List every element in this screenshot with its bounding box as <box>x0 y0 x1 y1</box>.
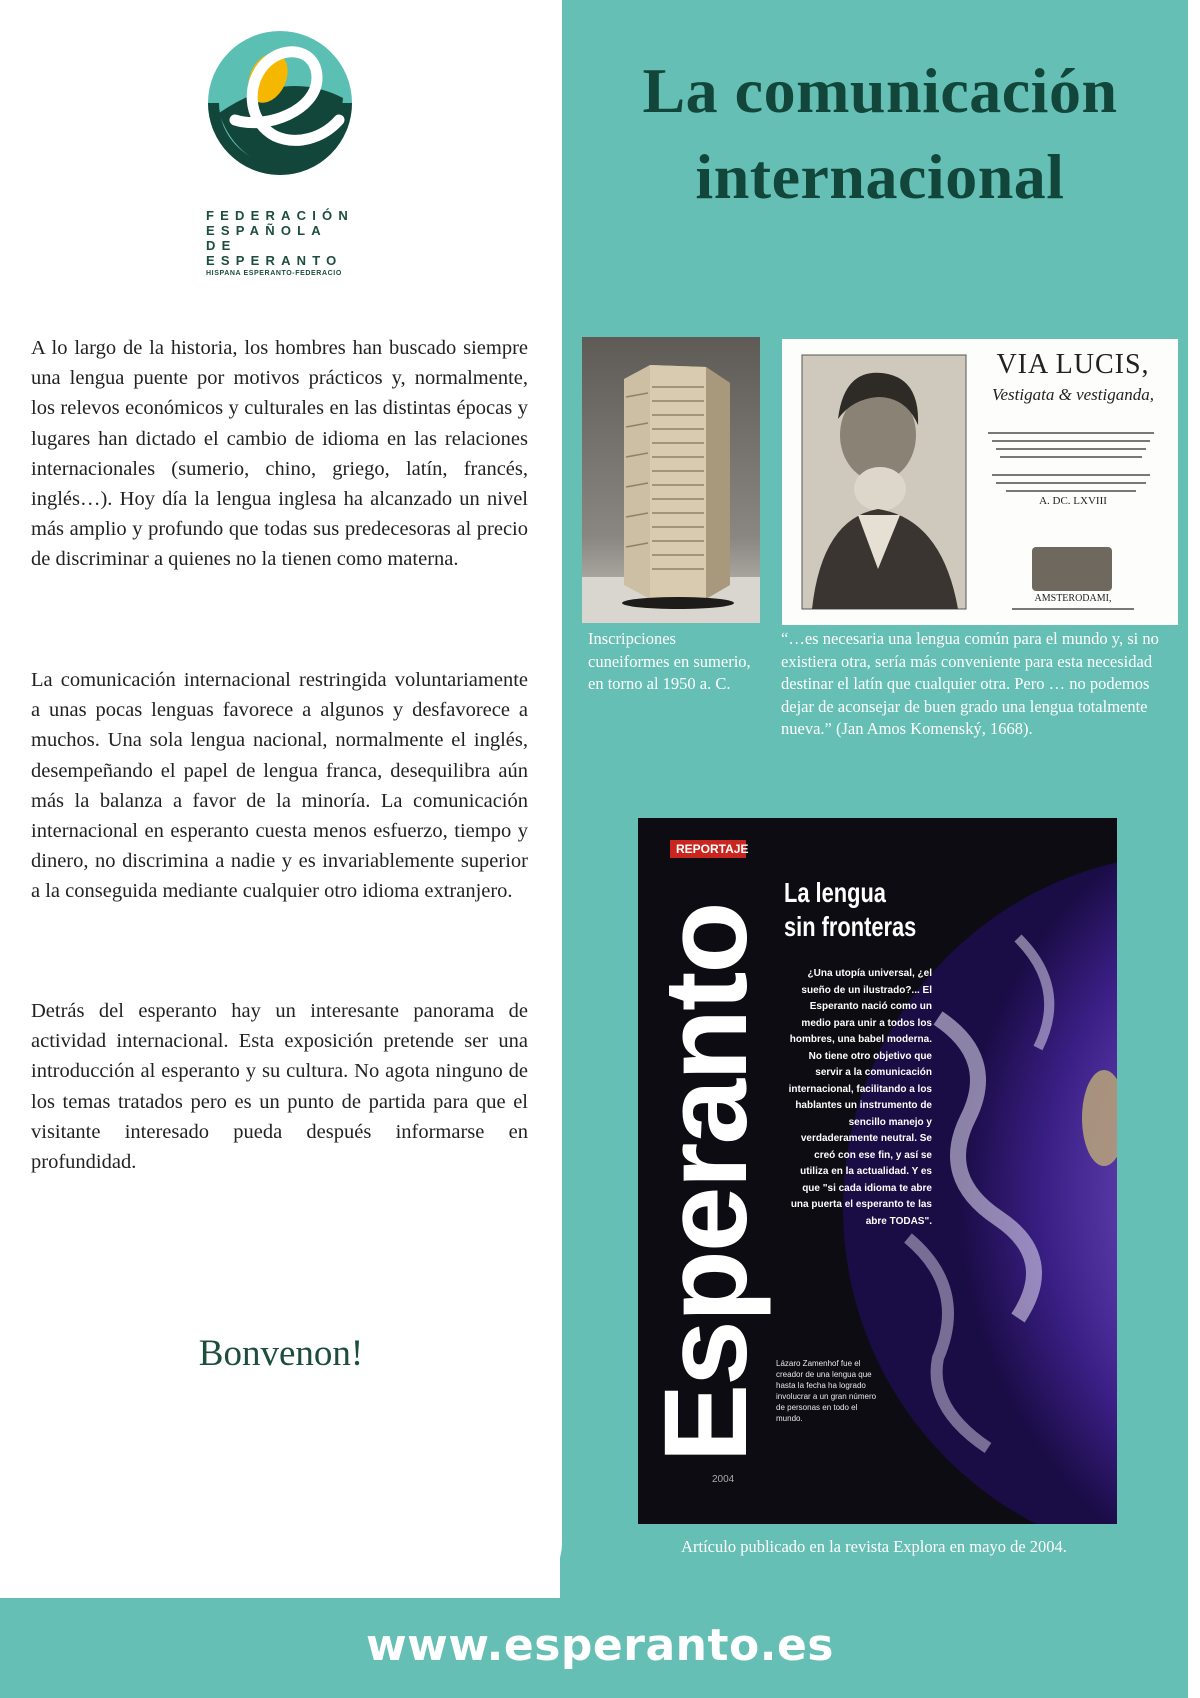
page-title <box>585 48 1175 220</box>
paragraph-intro: A lo largo de la historia, los hombres han buscado siempre una lengua puente por motivos prácticos y, normalmente, los relevos económicos y culturales en las distintas épocas y lugares han dictado el cambio de idioma en las relaciones internacionales (sumerio, chino, griego, latín, francés, inglés…). Hoy día la lengua inglesa ha alcanzado un nivel más amplio y profundo que todas sus predecesoras al precio de discriminar a quienes no la tienen como materna. <box>31 337 528 571</box>
book-place: AMSTERODAMI, <box>1034 593 1112 604</box>
book-year: A. DC. LXVIII <box>1039 495 1107 507</box>
komensky-portrait-icon <box>782 339 1178 625</box>
headline-line-2: sin fronteras <box>784 911 917 942</box>
cuneiform-prism-icon <box>582 337 760 623</box>
title-line-1: La comunicación <box>642 55 1118 126</box>
org-line-1: FEDERACIÓN <box>206 208 354 223</box>
magazine-body: Lázaro Zamenhof fue el creador de una lengua que hasta la fecha ha logrado involucrar a un gran número de personas en todo el mundo. <box>776 1359 877 1423</box>
greeting: Bonvenon! <box>198 1333 364 1374</box>
website-link[interactable]: www.esperanto.es <box>366 1620 834 1671</box>
caption-komensky-quote: “…es necesaria una lengua común para el mundo y, si no existiera otra, sería más conveniente para esta necesidad destinar el latín que cualquier otra. Pero … no podemos dejar de aconsejar de buen grado una lengua totalmente nueva.” (Jan Amos Komenský, 1668). <box>781 629 1159 738</box>
via-lucis-image <box>782 339 1178 625</box>
caption-cuneiform: Inscripciones cuneiformes en sumerio, en torno al 1950 a. C. <box>588 629 751 693</box>
magazine-headline <box>784 876 916 944</box>
organization-name <box>206 208 366 280</box>
paragraph-communication: La comunicación internacional restringida voluntariamente a unas pocas lenguas favorece a algunos y desfavorece a muchos. Una sola lengua nacional, normalmente el inglés, desempeñando el papel de lengua franca, desequilibra aún más la balanza a favor de la minoría. La comunicación internacional en esperanto cuesta menos esfuerzo, tiempo y dinero, no discrimina a nadie y es invariablemente superior a la conseguida mediante cualquier otro idioma extranjero. <box>31 669 528 903</box>
magazine-intro: ¿Una utopía universal, ¿el sueño de un ilustrado?... El Esperanto nació como un medio para unir a todos los hombres, una babel moderna. No tiene otro objetivo que servir a la comunicación internacional, facilitando a los hablantes un instrumento de sencillo manejo y verdaderamente neutral. Se creó con ese fin, y así se utiliza en la actualidad. Y es que "si cada idioma te abre una puerta el esperanto te las abre TODAS". <box>788 968 932 1227</box>
caption-magazine: Artículo publicado en la revista Explora en mayo de 2004. <box>681 1537 1067 1556</box>
title-line-2: internacional <box>695 141 1065 212</box>
org-line-4: HISPANA ESPERANTO-FEDERACIO <box>206 270 342 277</box>
right-margin <box>1188 0 1200 1698</box>
headline-line-1: La lengua <box>784 877 886 908</box>
paragraph-exhibition: Detrás del esperanto hay un interesante panorama de actividad internacional. Esta exposición pretende ser una introducción al esperanto y su cultura. No agota ninguno de los temas tratados pero es un punto de partida para que el visitante interesado pueda después informarse en profundidad. <box>31 1000 528 1174</box>
magazine-section-tag: REPORTAJE <box>676 842 749 856</box>
org-line-3: DE ESPERANTO <box>206 238 343 268</box>
magazine-article-image <box>638 818 1117 1524</box>
esperanto-logo-icon <box>205 28 355 178</box>
org-line-2: ESPAÑOLA <box>206 223 327 238</box>
magazine-year-mark: 2004 <box>712 1474 735 1485</box>
cuneiform-tablet-image <box>582 337 760 623</box>
book-title: VIA LUCIS, <box>996 349 1150 380</box>
magazine-vertical-title: Esperanto <box>640 903 772 1463</box>
book-subtitle: Vestigata & vestiganda, <box>992 385 1154 404</box>
